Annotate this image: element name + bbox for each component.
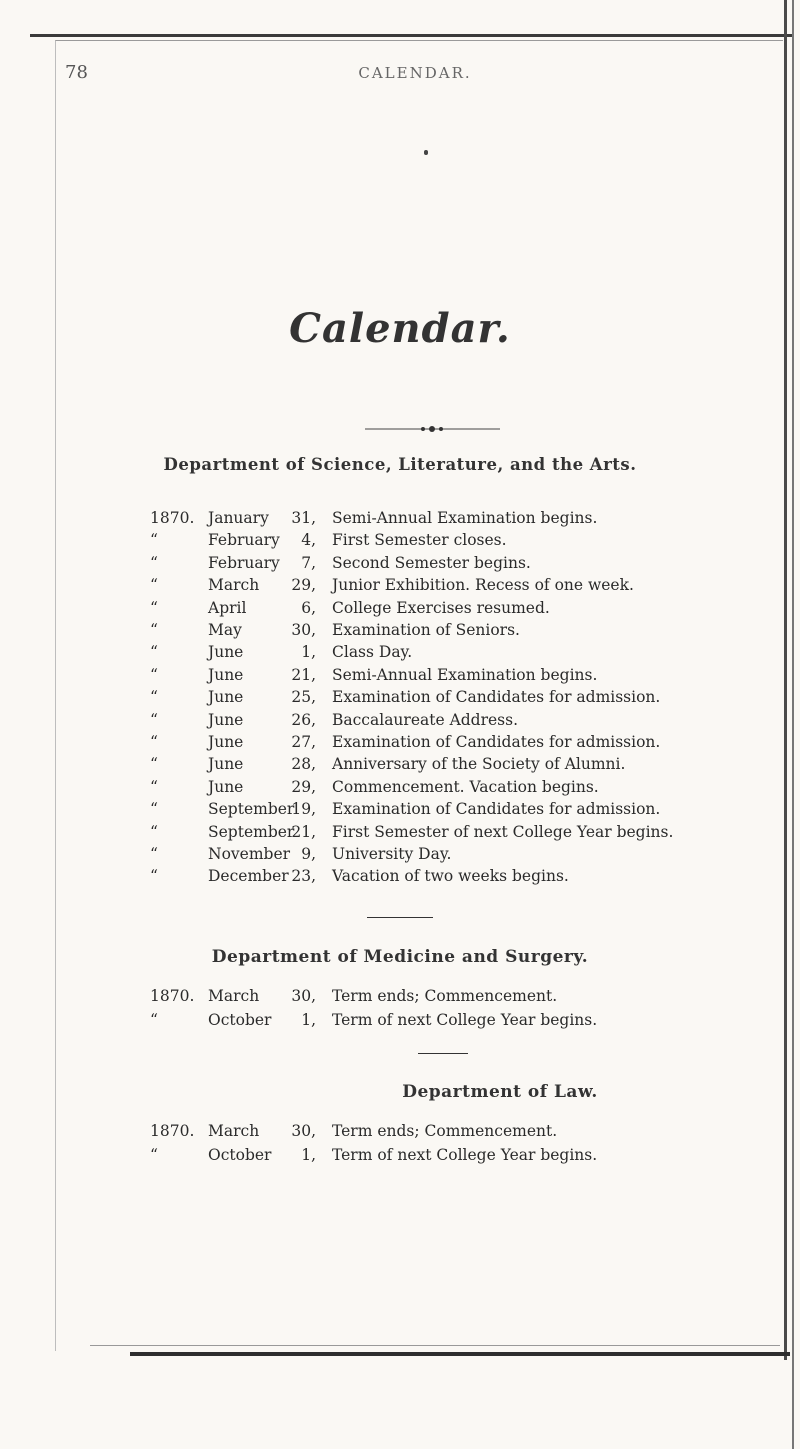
entry-month: September: [208, 800, 295, 819]
entry-year: “: [150, 531, 158, 550]
entry-year: “: [150, 576, 158, 595]
entry-year: “: [150, 710, 158, 729]
entry-day: 6,: [301, 598, 316, 617]
entry-month: September: [208, 822, 295, 841]
entry-day: 26,: [291, 710, 316, 729]
right-border-rule: [784, 0, 787, 1360]
entry-month: December: [208, 867, 289, 886]
entry-month: May: [208, 621, 242, 639]
entry-year: “: [150, 598, 158, 617]
entry-month: June: [208, 665, 244, 684]
ornament-divider: [365, 424, 500, 434]
entry-day: 21,: [291, 665, 316, 684]
entry-year: “: [150, 688, 158, 707]
entry-day: 29,: [291, 576, 316, 595]
ink-dot: [424, 150, 428, 155]
entry-day: 19,: [291, 800, 316, 819]
entry-day: 30,: [291, 621, 316, 639]
entry-year: 1870.: [150, 987, 195, 1005]
running-head: CALENDAR.: [358, 64, 472, 82]
entry-event: Examination of Candidates for admission.: [332, 733, 661, 751]
entry-year: “: [150, 621, 158, 639]
bottom-thin-rule: [90, 1345, 780, 1346]
entry-day: 28,: [291, 755, 316, 774]
entry-month: October: [208, 1011, 272, 1029]
entry-event: Examination of Candidates for admission.: [332, 688, 661, 707]
entry-day: 9,: [301, 845, 316, 863]
entry-month: February: [208, 531, 280, 550]
entry-day: 31,: [291, 509, 316, 527]
bottom-border-rule: [130, 1352, 790, 1356]
entry-event: Examination of Seniors.: [332, 621, 520, 639]
entry-year: “: [150, 553, 158, 572]
section-heading-medicine: Department of Medicine and Surgery.: [211, 947, 589, 967]
entry-day: 21,: [291, 822, 316, 841]
entry-month: November: [208, 845, 291, 863]
entry-event: Commencement. Vacation begins.: [332, 777, 599, 796]
entry-event: Anniversary of the Society of Alumni.: [332, 755, 626, 774]
entry-day: 29,: [291, 777, 316, 796]
entry-event: Vacation of two weeks begins.: [332, 867, 569, 886]
entry-month: June: [208, 688, 244, 707]
section-separator: [367, 917, 433, 918]
entry-day: 1,: [301, 1146, 316, 1164]
entry-year: “: [150, 1146, 158, 1164]
entry-month: June: [208, 643, 244, 662]
entry-year: “: [150, 777, 158, 796]
page-title: Calendar.: [289, 305, 511, 352]
entry-year: “: [150, 755, 158, 774]
entry-day: 30,: [291, 1122, 316, 1140]
section-heading-arts: Department of Science, Literature, and the Arts.: [163, 455, 637, 474]
entry-month: June: [208, 755, 244, 774]
entry-event: Semi-Annual Examination begins.: [332, 509, 598, 527]
entry-event: Term of next College Year begins.: [332, 1011, 598, 1029]
entry-day: 4,: [301, 531, 316, 550]
entry-year: “: [150, 665, 158, 684]
entry-month: June: [208, 777, 244, 796]
entry-event: Junior Exhibition. Recess of one week.: [332, 576, 634, 595]
entry-day: 30,: [291, 987, 316, 1005]
entry-year: “: [150, 1011, 158, 1029]
entry-month: June: [208, 710, 244, 729]
entry-year: “: [150, 867, 158, 886]
entry-event: Term of next College Year begins.: [332, 1146, 598, 1164]
entry-year: 1870.: [150, 509, 195, 527]
page-number: 78: [65, 62, 88, 83]
entry-month: June: [208, 733, 244, 751]
entry-month: March: [208, 987, 260, 1005]
entry-day: 23,: [291, 867, 316, 886]
entry-year: “: [150, 800, 158, 819]
entry-month: April: [208, 598, 247, 617]
entry-day: 1,: [301, 643, 316, 662]
entry-year: “: [150, 733, 158, 751]
entry-year: 1870.: [150, 1122, 195, 1140]
entry-day: 1,: [301, 1011, 316, 1029]
entry-event: University Day.: [332, 845, 452, 863]
entry-event: Term ends; Commencement.: [332, 987, 558, 1005]
entry-event: College Exercises resumed.: [332, 598, 550, 617]
entry-month: March: [208, 1122, 260, 1140]
entry-event: Class Day.: [332, 643, 413, 662]
section-separator: [418, 1053, 468, 1054]
entry-day: 27,: [291, 733, 316, 751]
entry-event: First Semester of next College Year begins.: [332, 822, 674, 841]
entry-event: Examination of Candidates for admission.: [332, 800, 661, 819]
entry-month: March: [208, 576, 260, 595]
entry-year: “: [150, 845, 158, 863]
entry-month: February: [208, 553, 280, 572]
entry-month: January: [208, 509, 269, 527]
section-heading-law: Department of Law.: [402, 1082, 598, 1102]
right-edge-rule: [792, 0, 794, 1449]
entry-day: 7,: [301, 553, 316, 572]
entry-event: Term ends; Commencement.: [332, 1122, 558, 1140]
entry-event: First Semester closes.: [332, 531, 507, 550]
entry-event: Semi-Annual Examination begins.: [332, 665, 598, 684]
entry-day: 25,: [291, 688, 316, 707]
page-header: [65, 62, 765, 88]
entry-year: “: [150, 643, 158, 662]
entry-month: October: [208, 1146, 272, 1164]
entry-event: Second Semester begins.: [332, 553, 531, 572]
entry-event: Baccalaureate Address.: [332, 710, 519, 729]
top-border-rule: [30, 34, 792, 37]
entry-year: “: [150, 822, 158, 841]
